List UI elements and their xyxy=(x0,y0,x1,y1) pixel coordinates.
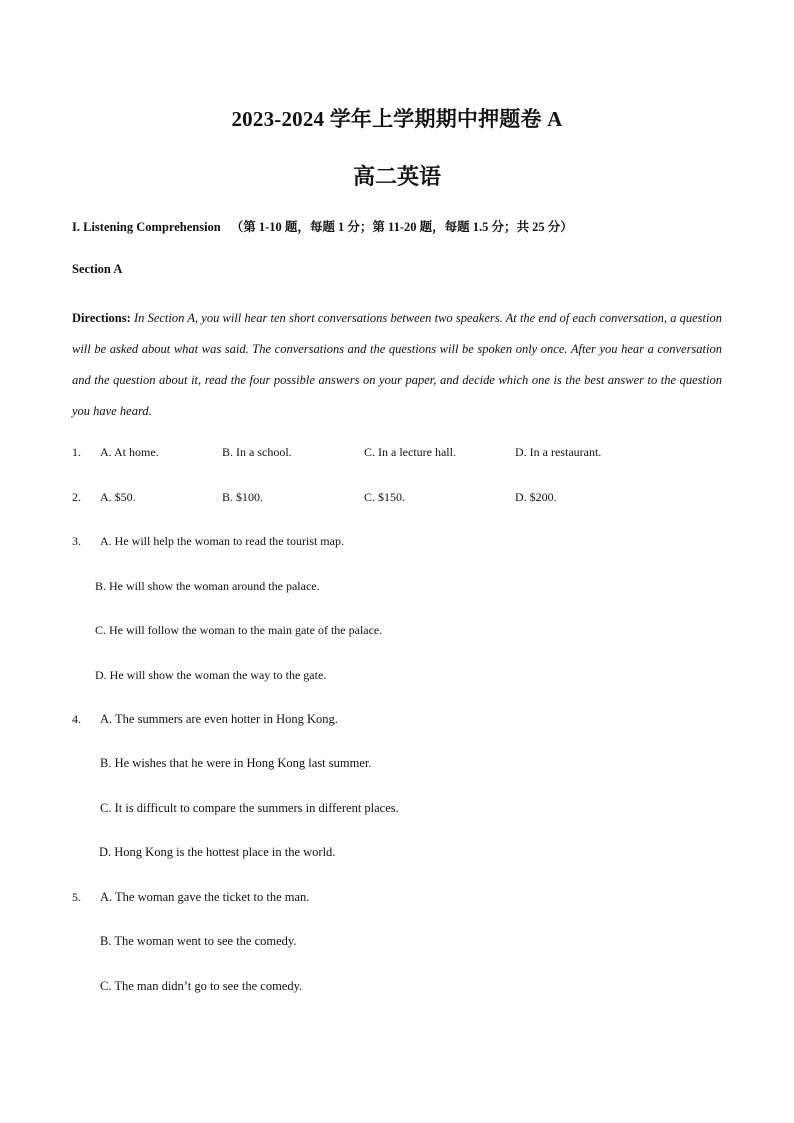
directions-paragraph xyxy=(72,303,722,427)
option-b: B. $100. xyxy=(222,490,264,504)
part-heading xyxy=(72,217,573,235)
question-number: 3. xyxy=(72,534,81,548)
option-c: C. In a lecture hall. xyxy=(364,445,456,459)
option-a: A. $50. xyxy=(100,490,136,504)
option-d: D. Hong Kong is the hottest place in the world. xyxy=(99,845,336,859)
option-b: B. He wishes that he were in Hong Kong last summer. xyxy=(100,756,372,770)
option-c: C. He will follow the woman to the main gate of the palace. xyxy=(95,623,383,637)
part-heading-note: （第 1-10 题，每题 1 分；第 11-20 题，每题 1.5 分；共 25 分） xyxy=(230,220,573,234)
question-number: 2. xyxy=(72,490,81,504)
option-b: B. In a school. xyxy=(222,445,292,459)
option-c: C. It is difficult to compare the summers in different places. xyxy=(100,801,399,815)
option-a: A. At home. xyxy=(100,445,159,459)
option-a: A. The summers are even hotter in Hong Kong. xyxy=(100,712,338,726)
option-b: B. The woman went to see the comedy. xyxy=(100,934,297,948)
directions-label: Directions: xyxy=(72,311,131,325)
directions-text: In Section A, you will hear ten short conversations between two speakers. At the end of each conversation, a question will be asked about what was said. The conversations and the questions will be spoken only once. After you hear a conversation and the question about it, read the four possible answers on your paper, and decide which one is the best answer to the question you have heard. xyxy=(72,311,722,418)
exam-title: 2023-2024 学年上学期期中押题卷 A xyxy=(231,107,563,131)
option-c: C. $150. xyxy=(364,490,406,504)
question-number: 4. xyxy=(72,712,81,726)
option-c: C. The man didn’t go to see the comedy. xyxy=(100,979,303,993)
part-heading-label: I. Listening Comprehension xyxy=(72,220,221,234)
option-d: D. $200. xyxy=(515,490,557,504)
option-a: A. He will help the woman to read the tourist map. xyxy=(100,534,344,548)
exam-subtitle: 高二英语 xyxy=(352,164,441,189)
option-d: D. He will show the woman the way to the gate. xyxy=(95,668,327,682)
question-number: 1. xyxy=(72,445,81,459)
option-d: D. In a restaurant. xyxy=(515,445,602,459)
option-b: B. He will show the woman around the palace. xyxy=(95,579,320,593)
section-a-heading: Section A xyxy=(72,262,123,276)
question-number: 5. xyxy=(72,890,81,904)
option-a: A. The woman gave the ticket to the man. xyxy=(100,890,310,904)
